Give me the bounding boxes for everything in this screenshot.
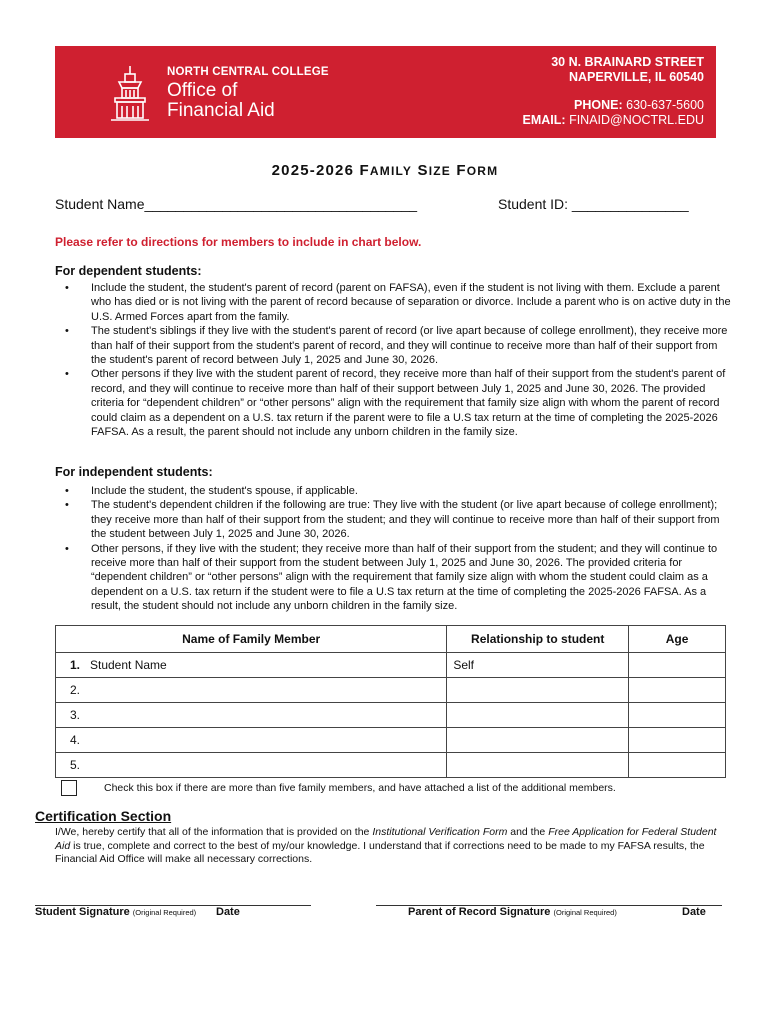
list-item: • The student's siblings if they live with the student's parent of record (or live apart because of college enrollment), they receive more than half of their support from the student's parent of record, and they will continue to receive more than half of their support from the student's parent of record between July 1, 2025 and June 30, 2026. bbox=[55, 324, 735, 367]
independent-heading: For independent students: bbox=[55, 465, 213, 479]
student-signature-label: Student Signature (Original Required) bbox=[35, 906, 197, 918]
instructions-notice: Please refer to directions for members to include in chart below. bbox=[55, 235, 422, 249]
parent-date-label: Date bbox=[682, 906, 706, 918]
age-cell[interactable] bbox=[629, 753, 726, 778]
list-item: • Other persons if they live with the student parent of record, they receive more than half of their support from the student's parent of record, and they will continue to receive more than half of their support between July 1, 2025 and June 30, 2026. The provided criteria for “dependent children” or “other persons” align with the requirement that family size align with whom the parent of record could claim as a dependent on a U.S. tax return if the parent were to file a U.S tax return at the time of completing the 2025-2026 FAFSA. As a result, the parent should not include any unborn children in the family size. bbox=[55, 367, 735, 439]
relationship-cell[interactable] bbox=[447, 753, 629, 778]
relationship-cell[interactable] bbox=[447, 703, 629, 728]
student-id-field[interactable]: Student ID: _______________ bbox=[498, 196, 689, 212]
title-word-family: FAMILY bbox=[359, 162, 413, 179]
table-row bbox=[56, 653, 726, 678]
age-cell[interactable] bbox=[629, 703, 726, 728]
table-row bbox=[56, 678, 726, 703]
additional-members-label: Check this box if there are more than five family members, and have attached a list of the additional members. bbox=[104, 782, 616, 794]
table-row bbox=[56, 753, 726, 778]
title-word-form: FORM bbox=[456, 162, 499, 179]
age-cell[interactable] bbox=[629, 678, 726, 703]
table-header-row bbox=[56, 626, 726, 653]
relationship-cell[interactable] bbox=[447, 678, 629, 703]
address-block bbox=[551, 55, 704, 85]
title-year: 2025-2026 bbox=[271, 162, 355, 179]
certification-text: I/We, hereby certify that all of the information that is provided on the Institutional Verification Form and the Free Application for Federal Student Aid is true, complete and correct to the best of my/our knowledge. I understand that if corrections need to be made to my FAFSA results, the Financial Aid Office will make all necessary corrections. bbox=[55, 826, 717, 865]
table-row bbox=[56, 728, 726, 753]
member-name-cell[interactable]: 1. Student Name bbox=[56, 653, 447, 678]
email-address: FINAID@NOCTRL.EDU bbox=[569, 113, 704, 127]
office-name-line2: Financial Aid bbox=[167, 100, 275, 121]
phone-number: 630-637-5600 bbox=[626, 98, 704, 112]
email-label: EMAIL: bbox=[522, 113, 566, 127]
certification-heading: Certification Section bbox=[35, 808, 172, 824]
member-name-cell[interactable]: 2. bbox=[56, 678, 447, 703]
table-row bbox=[56, 703, 726, 728]
age-cell[interactable] bbox=[629, 653, 726, 678]
student-name-field[interactable]: Student Name___________________________________ bbox=[55, 196, 418, 212]
college-name: NORTH CENTRAL COLLEGE bbox=[167, 66, 329, 78]
list-item: • Other persons, if they live with the student; they receive more than half of their support from the student; and they will continue to receive more than half of their support from the student between July 1, 2025 and June 30, 2026. The provided criteria for “dependent children” or “other persons” align with the requirement that family size align with whom the student could claim as a dependent on a U.S. tax return if the student were to file a U.S tax return at the time of completing the 2025-2026 FAFSA. As a result, the student should not include any unborn children in the family size. bbox=[55, 542, 735, 614]
office-name-line1: Office of bbox=[167, 80, 238, 101]
list-item: • The student's dependent children if the following are true: They live with the student (or live apart because of college enrollment); they receive more than half of their support from the student; and they will continue to receive more than half of their support from the student between July 1, 2025 and June 30, 2026. bbox=[55, 498, 735, 541]
phone-label: PHONE: bbox=[574, 98, 623, 112]
column-header-name: Name of Family Member bbox=[56, 626, 447, 653]
relationship-cell[interactable] bbox=[447, 728, 629, 753]
address-line1: 30 N. BRAINARD STREET bbox=[551, 55, 704, 69]
independent-list bbox=[55, 484, 735, 614]
age-cell[interactable] bbox=[629, 728, 726, 753]
member-name-cell[interactable]: 5. bbox=[56, 753, 447, 778]
member-name-cell[interactable]: 3. bbox=[56, 703, 447, 728]
list-item: • Include the student, the student's spouse, if applicable. bbox=[55, 484, 735, 498]
form-title bbox=[0, 162, 770, 179]
title-word-size: SIZE bbox=[417, 162, 452, 179]
column-header-relationship: Relationship to student bbox=[447, 626, 629, 653]
contact-block bbox=[523, 98, 704, 128]
student-date-label: Date bbox=[216, 906, 240, 918]
family-members-table bbox=[55, 625, 726, 778]
address-line2: NAPERVILLE, IL 60540 bbox=[568, 70, 704, 84]
relationship-cell[interactable]: Self bbox=[447, 653, 629, 678]
additional-members-checkbox[interactable] bbox=[61, 780, 77, 796]
dependent-list bbox=[55, 281, 735, 439]
header-banner bbox=[55, 46, 716, 138]
column-header-age: Age bbox=[629, 626, 726, 653]
dependent-heading: For dependent students: bbox=[55, 264, 202, 278]
college-logo-icon bbox=[105, 64, 155, 124]
member-name-cell[interactable]: 4. bbox=[56, 728, 447, 753]
parent-signature-label: Parent of Record Signature (Original Required) bbox=[408, 906, 617, 918]
list-item: • Include the student, the student's parent of record (parent on FAFSA), even if the student is not living with them. Exclude a parent who has died or is not living with the parent of record because of separation or divorce. Include a parent who is on active duty in the U.S. Armed Forces apart from the family. bbox=[55, 281, 735, 324]
